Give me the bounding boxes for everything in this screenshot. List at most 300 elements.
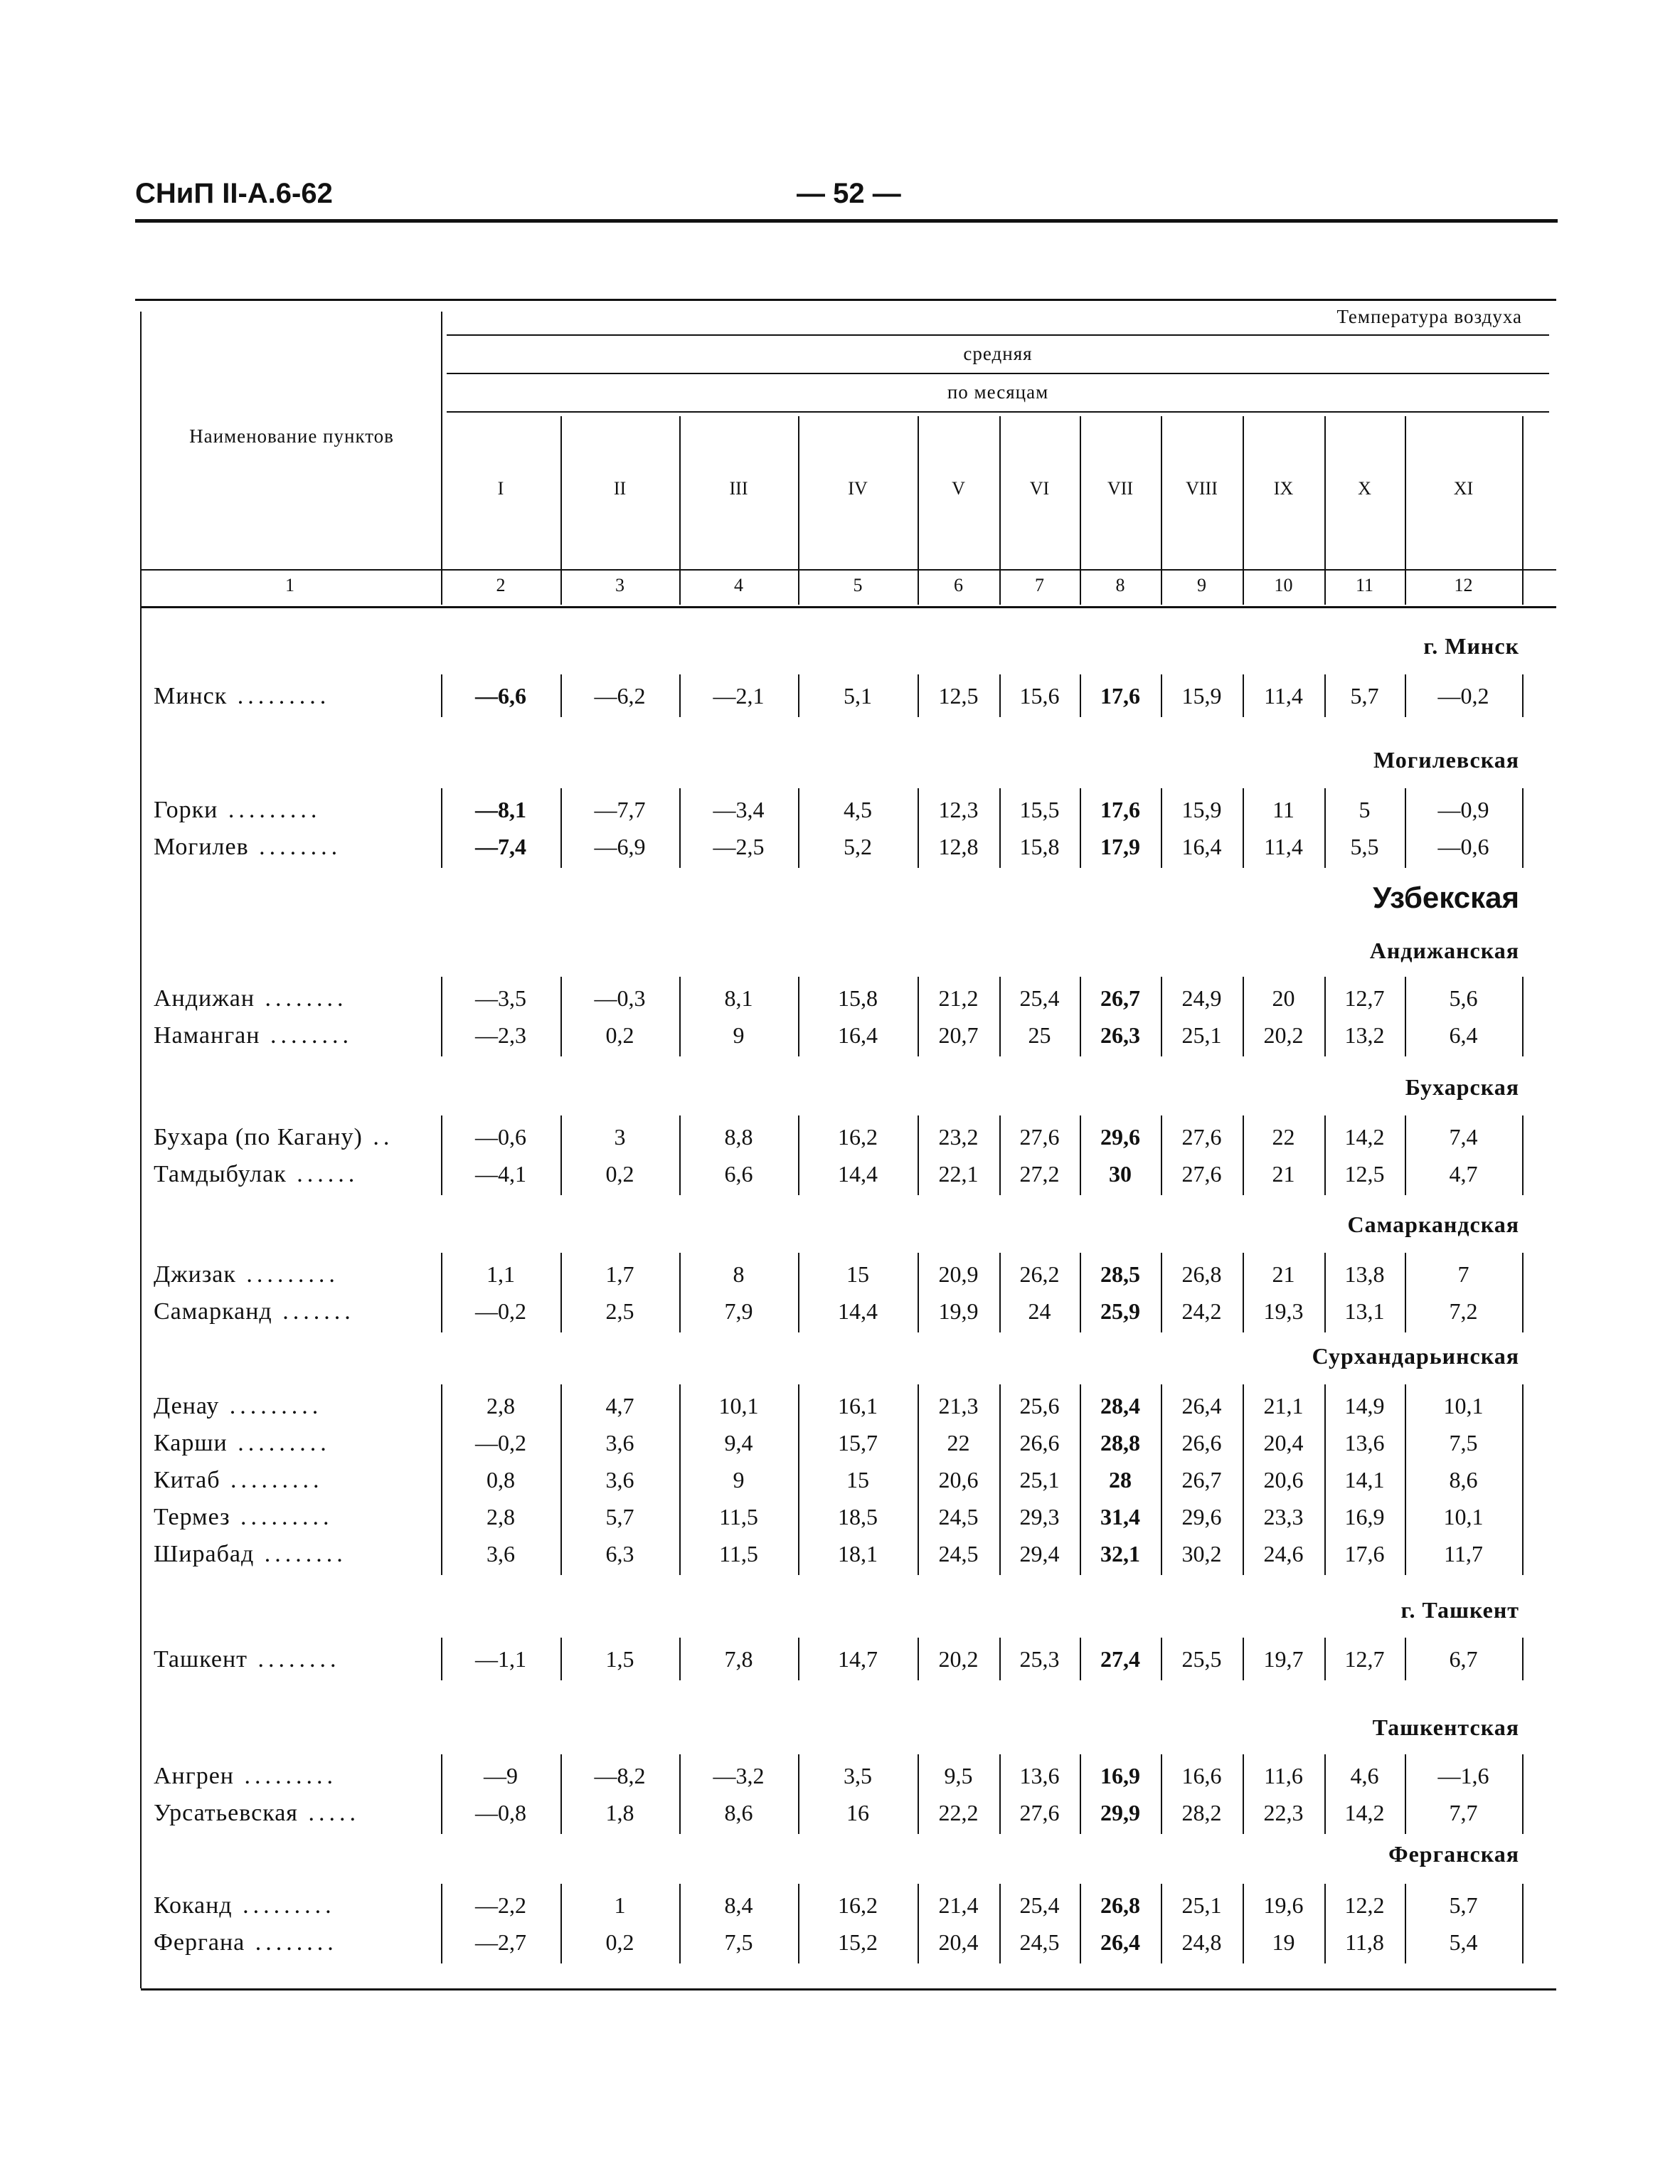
value-cell: 19,3 — [1263, 1298, 1304, 1324]
value-cell: 23,3 — [1263, 1504, 1304, 1530]
column-divider — [1522, 1884, 1524, 1963]
leader-dots: ........ — [248, 834, 342, 860]
value-cell: 14,4 — [838, 1161, 878, 1187]
leader-dots: ........ — [245, 1929, 338, 1956]
value-cell: 25,1 — [1181, 1022, 1222, 1048]
value-cell: 1,8 — [605, 1800, 634, 1825]
place-name-text: Андижан — [154, 985, 255, 1012]
value-cell: 5,5 — [1350, 834, 1379, 859]
place-name — [154, 1298, 355, 1325]
value-cell: 29,3 — [1019, 1504, 1060, 1530]
value-cell: 20,6 — [1263, 1467, 1304, 1493]
region-heading: Самаркандская — [1347, 1212, 1519, 1237]
header-divider — [441, 312, 442, 605]
place-name-text: Карши — [154, 1430, 228, 1456]
place-name — [154, 1504, 334, 1531]
place-name-text: Джизак — [154, 1261, 236, 1288]
value-cell: 7,5 — [1449, 1430, 1478, 1456]
page-number: — 52 — — [797, 178, 901, 209]
region-heading: Могилевская — [1373, 747, 1519, 773]
value-cell: 16,2 — [838, 1892, 878, 1918]
column-number: 4 — [734, 575, 743, 595]
place-name — [154, 1763, 337, 1790]
column-number: 11 — [1355, 575, 1374, 595]
value-cell: 8,6 — [724, 1800, 753, 1825]
value-cell: —0,9 — [1437, 797, 1489, 822]
value-cell: 28,5 — [1100, 1261, 1140, 1287]
value-cell: —2,5 — [713, 834, 765, 859]
leader-dots: ...... — [286, 1161, 359, 1187]
value-cell: 2,8 — [487, 1393, 515, 1419]
value-cell: 1,7 — [605, 1261, 634, 1287]
value-cell: 10,1 — [1443, 1393, 1484, 1419]
value-cell: 12,5 — [938, 683, 979, 709]
region-heading: Ферганская — [1388, 1841, 1519, 1867]
leader-dots: ........ — [254, 1541, 347, 1567]
column-number: 8 — [1115, 575, 1125, 595]
value-cell: 20,4 — [938, 1929, 979, 1955]
column-number: 12 — [1454, 575, 1473, 595]
value-cell: 20,6 — [938, 1467, 979, 1493]
value-cell: 9,5 — [944, 1763, 973, 1788]
value-cell: 21,4 — [938, 1892, 979, 1918]
place-name — [154, 1393, 322, 1420]
value-cell: —8,1 — [475, 797, 526, 822]
place-name-text: Горки — [154, 797, 218, 823]
value-cell: 24 — [1028, 1298, 1051, 1324]
value-cell: 6,4 — [1449, 1022, 1478, 1048]
value-cell: —2,3 — [475, 1022, 526, 1048]
value-cell: 13,8 — [1344, 1261, 1385, 1287]
value-cell: 12,8 — [938, 834, 979, 859]
place-name-text: Урсатьевская — [154, 1800, 298, 1826]
value-cell: 25,1 — [1019, 1467, 1060, 1493]
value-cell: 3,6 — [487, 1541, 515, 1567]
value-cell: 27,6 — [1181, 1124, 1222, 1150]
month-header-v: V — [952, 478, 965, 499]
value-cell: 29,6 — [1100, 1124, 1140, 1150]
place-name-text: Коканд — [154, 1892, 233, 1919]
value-cell: 2,5 — [605, 1298, 634, 1324]
table-sub-header: средняя — [963, 343, 1033, 364]
place-name — [154, 1022, 353, 1049]
value-cell: 25,9 — [1100, 1298, 1140, 1324]
value-cell: 30,2 — [1181, 1541, 1222, 1567]
value-cell: 25,6 — [1019, 1393, 1060, 1419]
value-cell: 12,5 — [1344, 1161, 1385, 1187]
month-header-x: X — [1358, 478, 1371, 499]
month-header-vi: VI — [1029, 478, 1050, 499]
value-cell: 5,2 — [844, 834, 872, 859]
value-cell: 15,5 — [1019, 797, 1060, 822]
value-cell: 12,7 — [1344, 1646, 1385, 1672]
value-cell: 13,6 — [1344, 1430, 1385, 1456]
leader-dots: ......... — [220, 1467, 324, 1493]
value-cell: —6,6 — [475, 683, 526, 709]
month-header-xi: XI — [1453, 478, 1474, 499]
value-cell: 12,3 — [938, 797, 979, 822]
value-cell: 5 — [1359, 797, 1371, 822]
header-bottom-rule — [141, 606, 1556, 608]
value-cell: 14,4 — [838, 1298, 878, 1324]
month-header-iv: IV — [848, 478, 868, 499]
value-cell: —0,6 — [475, 1124, 526, 1150]
value-cell: 21 — [1272, 1261, 1295, 1287]
region-heading: Сурхандарьинская — [1312, 1343, 1519, 1369]
leader-dots: ......... — [235, 1261, 339, 1288]
value-cell: 26,6 — [1019, 1430, 1060, 1456]
value-cell: 14,7 — [838, 1646, 878, 1672]
value-cell: 19 — [1272, 1929, 1295, 1955]
place-name — [154, 1800, 360, 1827]
place-name — [154, 1124, 393, 1151]
column-divider — [1522, 977, 1524, 1056]
leader-dots: ........ — [248, 1646, 341, 1673]
country-heading: Узбекская — [1373, 881, 1519, 914]
value-cell: 0,8 — [487, 1467, 515, 1493]
value-cell: 26,8 — [1181, 1261, 1222, 1287]
value-cell: 28,4 — [1100, 1393, 1140, 1419]
region-heading: Андижанская — [1369, 938, 1519, 963]
place-name — [154, 1161, 358, 1188]
value-cell: 31,4 — [1100, 1504, 1140, 1530]
value-cell: —2,2 — [475, 1892, 526, 1918]
table-rule — [447, 334, 1549, 336]
place-name — [154, 1430, 331, 1457]
value-cell: 3,6 — [605, 1430, 634, 1456]
column-divider — [1522, 788, 1524, 868]
value-cell: 26,4 — [1100, 1929, 1140, 1955]
value-cell: 9 — [733, 1022, 745, 1048]
value-cell: 0,2 — [605, 1929, 634, 1955]
value-cell: —9 — [484, 1763, 518, 1788]
value-cell: 13,2 — [1344, 1022, 1385, 1048]
region-heading: Ташкентская — [1372, 1714, 1519, 1740]
value-cell: 28 — [1109, 1467, 1132, 1493]
place-name-text: Бухара (по Кагану) — [154, 1124, 363, 1150]
value-cell: 27,6 — [1019, 1124, 1060, 1150]
value-cell: 16,2 — [838, 1124, 878, 1150]
value-cell: 15 — [846, 1261, 869, 1287]
column-divider — [1522, 1115, 1524, 1195]
leader-dots: .. — [362, 1124, 394, 1150]
value-cell: 20,4 — [1263, 1430, 1304, 1456]
place-name-text: Наманган — [154, 1022, 260, 1049]
value-cell: —0,6 — [1437, 834, 1489, 859]
value-cell: 6,3 — [605, 1541, 634, 1567]
value-cell: 6,7 — [1449, 1646, 1478, 1672]
value-cell: 19,6 — [1263, 1892, 1304, 1918]
value-cell: 7,4 — [1449, 1124, 1478, 1150]
place-name-text: Китаб — [154, 1467, 220, 1493]
place-name-text: Самарканд — [154, 1298, 272, 1325]
value-cell: 32,1 — [1100, 1541, 1140, 1567]
value-cell: 22 — [1272, 1124, 1295, 1150]
value-cell: 16,9 — [1100, 1763, 1140, 1788]
column-number: 5 — [853, 575, 863, 595]
table-rule — [447, 411, 1549, 413]
value-cell: 5,7 — [1350, 683, 1379, 709]
value-cell: 26,7 — [1100, 985, 1140, 1011]
value-cell: 22,3 — [1263, 1800, 1304, 1825]
value-cell: —2,1 — [713, 683, 765, 709]
value-cell: 24,5 — [938, 1541, 979, 1567]
value-cell: 26,4 — [1181, 1393, 1222, 1419]
place-name-text: Ангрен — [154, 1763, 234, 1789]
column-number: 3 — [615, 575, 624, 595]
value-cell: 7,7 — [1449, 1800, 1478, 1825]
value-cell: 0,2 — [605, 1022, 634, 1048]
value-cell: 18,1 — [838, 1541, 878, 1567]
value-cell: 26,7 — [1181, 1467, 1222, 1493]
table-group-header: Температура воздуха — [1336, 306, 1522, 327]
leader-dots: ....... — [272, 1298, 355, 1325]
value-cell: 27,6 — [1181, 1161, 1222, 1187]
value-cell: 26,3 — [1100, 1022, 1140, 1048]
value-cell: 15,9 — [1181, 683, 1222, 709]
value-cell: 25,3 — [1019, 1646, 1060, 1672]
leader-dots: ........ — [260, 1022, 353, 1049]
month-header-ix: IX — [1273, 478, 1294, 499]
column-number: 7 — [1035, 575, 1044, 595]
value-cell: 11 — [1272, 797, 1294, 822]
value-cell: 12,7 — [1344, 985, 1385, 1011]
value-cell: 24,2 — [1181, 1298, 1222, 1324]
value-cell: 14,2 — [1344, 1124, 1385, 1150]
leader-dots: ......... — [218, 797, 321, 823]
value-cell: 22,1 — [938, 1161, 979, 1187]
value-cell: 23,2 — [938, 1124, 979, 1150]
value-cell: 3 — [614, 1124, 626, 1150]
value-cell: 13,1 — [1344, 1298, 1385, 1324]
place-name — [154, 1892, 336, 1919]
value-cell: 11,8 — [1345, 1929, 1384, 1955]
value-cell: 27,6 — [1019, 1800, 1060, 1825]
value-cell: —3,5 — [475, 985, 526, 1011]
value-cell: 14,2 — [1344, 1800, 1385, 1825]
value-cell: —6,2 — [594, 683, 646, 709]
value-cell: 29,9 — [1100, 1800, 1140, 1825]
leader-dots: ......... — [232, 1892, 336, 1919]
value-cell: 8,1 — [724, 985, 753, 1011]
place-name-text: Ширабад — [154, 1541, 255, 1567]
leader-dots: ......... — [230, 1504, 334, 1530]
value-cell: 13,6 — [1019, 1763, 1060, 1788]
value-cell: —0,8 — [475, 1800, 526, 1825]
column-number: 6 — [954, 575, 963, 595]
value-cell: 20,7 — [938, 1022, 979, 1048]
region-heading: г. Ташкент — [1400, 1597, 1519, 1623]
value-cell: 24,5 — [1019, 1929, 1060, 1955]
table-bottom-rule — [141, 1988, 1556, 1990]
leader-dots: ......... — [219, 1393, 323, 1419]
table-rule — [447, 373, 1549, 374]
table-sub-sub-header: по месяцам — [947, 381, 1049, 403]
place-name — [154, 1541, 347, 1568]
value-cell: 27,4 — [1100, 1646, 1140, 1672]
value-cell: 9 — [733, 1467, 745, 1493]
value-cell: 8,6 — [1449, 1467, 1478, 1493]
value-cell: 2,8 — [487, 1504, 515, 1530]
value-cell: —3,4 — [713, 797, 765, 822]
month-header-viii: VIII — [1186, 478, 1218, 499]
column-divider — [1522, 1638, 1524, 1680]
value-cell: 3,6 — [605, 1467, 634, 1493]
value-cell: 10,1 — [718, 1393, 759, 1419]
value-cell: 24,5 — [938, 1504, 979, 1530]
value-cell: 20,2 — [938, 1646, 979, 1672]
value-cell: —7,7 — [594, 797, 646, 822]
value-cell: —8,2 — [594, 1763, 646, 1788]
value-cell: 1,5 — [605, 1646, 634, 1672]
column-number: 2 — [496, 575, 506, 595]
region-heading: Бухарская — [1405, 1074, 1519, 1100]
value-cell: —0,2 — [475, 1430, 526, 1456]
value-cell: 29,6 — [1181, 1504, 1222, 1530]
value-cell: 4,7 — [1449, 1161, 1478, 1187]
column-number: 9 — [1197, 575, 1206, 595]
place-name-text: Денау — [154, 1393, 220, 1419]
value-cell: 20 — [1272, 985, 1295, 1011]
value-cell: 11,5 — [719, 1504, 758, 1530]
value-cell: —0,3 — [594, 985, 646, 1011]
value-cell: —4,1 — [475, 1161, 526, 1187]
value-cell: 15,6 — [1019, 683, 1060, 709]
value-cell: 3,5 — [844, 1763, 872, 1788]
month-header-iii: III — [729, 478, 748, 499]
value-cell: 21,2 — [938, 985, 979, 1011]
value-cell: 8 — [733, 1261, 745, 1287]
place-name — [154, 1646, 341, 1673]
value-cell: 7,9 — [724, 1298, 753, 1324]
value-cell: 16,9 — [1344, 1504, 1385, 1530]
value-cell: 11,7 — [1444, 1541, 1483, 1567]
column-number: 10 — [1274, 575, 1293, 595]
value-cell: 25,4 — [1019, 985, 1060, 1011]
value-cell: 5,1 — [844, 683, 872, 709]
value-cell: 26,6 — [1181, 1430, 1222, 1456]
value-cell: —2,7 — [475, 1929, 526, 1955]
value-cell: 24,9 — [1181, 985, 1222, 1011]
value-cell: 21 — [1272, 1161, 1295, 1187]
value-cell: 11,6 — [1264, 1763, 1303, 1788]
place-name — [154, 1261, 339, 1288]
value-cell: 9,4 — [724, 1430, 753, 1456]
value-cell: 17,9 — [1100, 834, 1140, 859]
value-cell: 22,2 — [938, 1800, 979, 1825]
value-cell: 7 — [1457, 1261, 1469, 1287]
region-heading: г. Минск — [1423, 633, 1519, 659]
value-cell: 5,7 — [1449, 1892, 1478, 1918]
value-cell: 10,1 — [1443, 1504, 1484, 1530]
value-cell: 15,8 — [1019, 834, 1060, 859]
column-divider — [1522, 416, 1524, 605]
place-name — [154, 797, 321, 824]
value-cell: 20,2 — [1263, 1022, 1304, 1048]
value-cell: 7,2 — [1449, 1298, 1478, 1324]
value-cell: 1 — [614, 1892, 626, 1918]
value-cell: 16,1 — [838, 1393, 878, 1419]
value-cell: 11,4 — [1264, 683, 1303, 709]
value-cell: 15,2 — [838, 1929, 878, 1955]
value-cell: 16 — [846, 1800, 869, 1825]
value-cell: 14,1 — [1344, 1467, 1385, 1493]
value-cell: 19,9 — [938, 1298, 979, 1324]
value-cell: —0,2 — [1437, 683, 1489, 709]
place-name-text: Могилев — [154, 834, 249, 860]
table-col1-header: Наименование пунктов — [189, 425, 394, 447]
value-cell: —3,2 — [713, 1763, 765, 1788]
value-cell: 26,2 — [1019, 1261, 1060, 1287]
value-cell: 11,5 — [719, 1541, 758, 1567]
value-cell: —7,4 — [475, 834, 526, 859]
value-cell: 5,6 — [1449, 985, 1478, 1011]
value-cell: 21,3 — [938, 1393, 979, 1419]
value-cell: 28,8 — [1100, 1430, 1140, 1456]
value-cell: 15,8 — [838, 985, 878, 1011]
value-cell: 4,6 — [1350, 1763, 1379, 1788]
table-rule — [141, 569, 1556, 571]
column-divider — [1522, 1384, 1524, 1575]
value-cell: 0,2 — [605, 1161, 634, 1187]
place-name-text: Тамдыбулак — [154, 1161, 287, 1187]
header-rule — [135, 219, 1558, 223]
place-name-text: Минск — [154, 683, 228, 709]
month-header-vii: VII — [1107, 478, 1134, 499]
value-cell: 5,7 — [605, 1504, 634, 1530]
place-name — [154, 1467, 324, 1494]
value-cell: 7,5 — [724, 1929, 753, 1955]
place-name-text: Фергана — [154, 1929, 245, 1956]
value-cell: 17,6 — [1100, 683, 1140, 709]
value-cell: 17,6 — [1344, 1541, 1385, 1567]
value-cell: 17,6 — [1100, 797, 1140, 822]
value-cell: 15,9 — [1181, 797, 1222, 822]
value-cell: 27,2 — [1019, 1161, 1060, 1187]
value-cell: 25,1 — [1181, 1892, 1222, 1918]
leader-dots: ......... — [227, 683, 331, 709]
value-cell: 15 — [846, 1467, 869, 1493]
value-cell: 14,9 — [1344, 1393, 1385, 1419]
value-cell: 25 — [1028, 1022, 1051, 1048]
place-name — [154, 1929, 338, 1956]
value-cell: 7,8 — [724, 1646, 753, 1672]
value-cell: 26,8 — [1100, 1892, 1140, 1918]
value-cell: 1,1 — [487, 1261, 515, 1287]
column-divider — [1522, 674, 1524, 717]
value-cell: 21,1 — [1263, 1393, 1304, 1419]
value-cell: 28,2 — [1181, 1800, 1222, 1825]
column-divider — [1522, 1754, 1524, 1834]
value-cell: 25,4 — [1019, 1892, 1060, 1918]
value-cell: 4,7 — [605, 1393, 634, 1419]
value-cell: 19,7 — [1263, 1646, 1304, 1672]
value-cell: 30 — [1109, 1161, 1132, 1187]
leader-dots: ......... — [227, 1430, 331, 1456]
value-cell: 8,8 — [724, 1124, 753, 1150]
value-cell: —0,2 — [475, 1298, 526, 1324]
document-code: СНиП II-А.6-62 — [135, 178, 333, 209]
value-cell: 16,4 — [1181, 834, 1222, 859]
place-name — [154, 985, 348, 1012]
value-cell: 20,9 — [938, 1261, 979, 1287]
leader-dots: ......... — [233, 1763, 337, 1789]
value-cell: 11,4 — [1264, 834, 1303, 859]
value-cell: 24,8 — [1181, 1929, 1222, 1955]
value-cell: 16,6 — [1181, 1763, 1222, 1788]
value-cell: 16,4 — [838, 1022, 878, 1048]
value-cell: —6,9 — [594, 834, 646, 859]
